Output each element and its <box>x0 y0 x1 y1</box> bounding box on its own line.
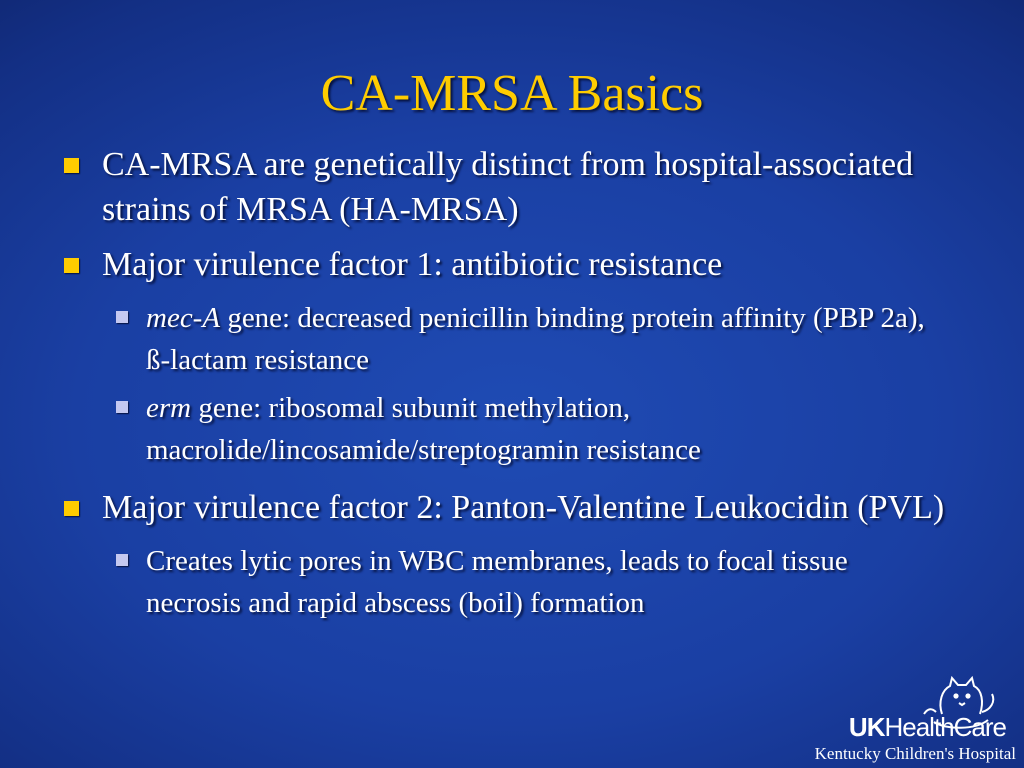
bullet-square-icon <box>64 258 79 273</box>
subbullet-square-icon <box>116 554 128 566</box>
subbullet-text: Creates lytic pores in WBC membranes, leads to focal tissue necrosis and rapid abscess (boil) formation <box>146 545 848 619</box>
bullet-virulence-factor-1 <box>60 242 1000 287</box>
subbullet-mec-a <box>114 297 936 381</box>
uk-healthcare-logo <box>808 674 1018 766</box>
bullet-text: Major virulence factor 2: Panton-Valentine Leukocidin (PVL) <box>102 489 945 526</box>
subbullet-erm <box>114 387 936 471</box>
subbullet-lytic-pores <box>114 540 936 624</box>
bullet-text: Major virulence factor 1: antibiotic resistance <box>102 246 723 283</box>
bullet-square-icon <box>64 158 79 173</box>
kentucky-childrens-hospital-label: Kentucky Children's Hospital <box>814 744 1016 763</box>
subbullet-text: gene: ribosomal subunit methylation, macrolide/lincosamide/streptogramin resistance <box>146 392 701 466</box>
bullet-virulence-factor-2 <box>60 485 1000 530</box>
bullet-square-icon <box>64 501 79 516</box>
slide-body <box>60 142 1000 630</box>
bullet-text: CA-MRSA are genetically distinct from hospital-associated strains of MRSA (HA-MRSA) <box>102 146 914 228</box>
subbullet-square-icon <box>116 401 128 413</box>
subbullet-square-icon <box>116 311 128 323</box>
gene-name: mec-A <box>146 302 221 334</box>
slide-title: CA-MRSA Basics <box>320 65 704 122</box>
bullet-genetic-distinction <box>60 142 1000 232</box>
gene-name: erm <box>146 392 192 424</box>
subbullet-text: gene: decreased penicillin binding protein affinity (PBP 2a), ß-lactam resistance <box>146 302 925 376</box>
uk-healthcare-wordmark: UKHealthCare <box>848 712 1006 742</box>
